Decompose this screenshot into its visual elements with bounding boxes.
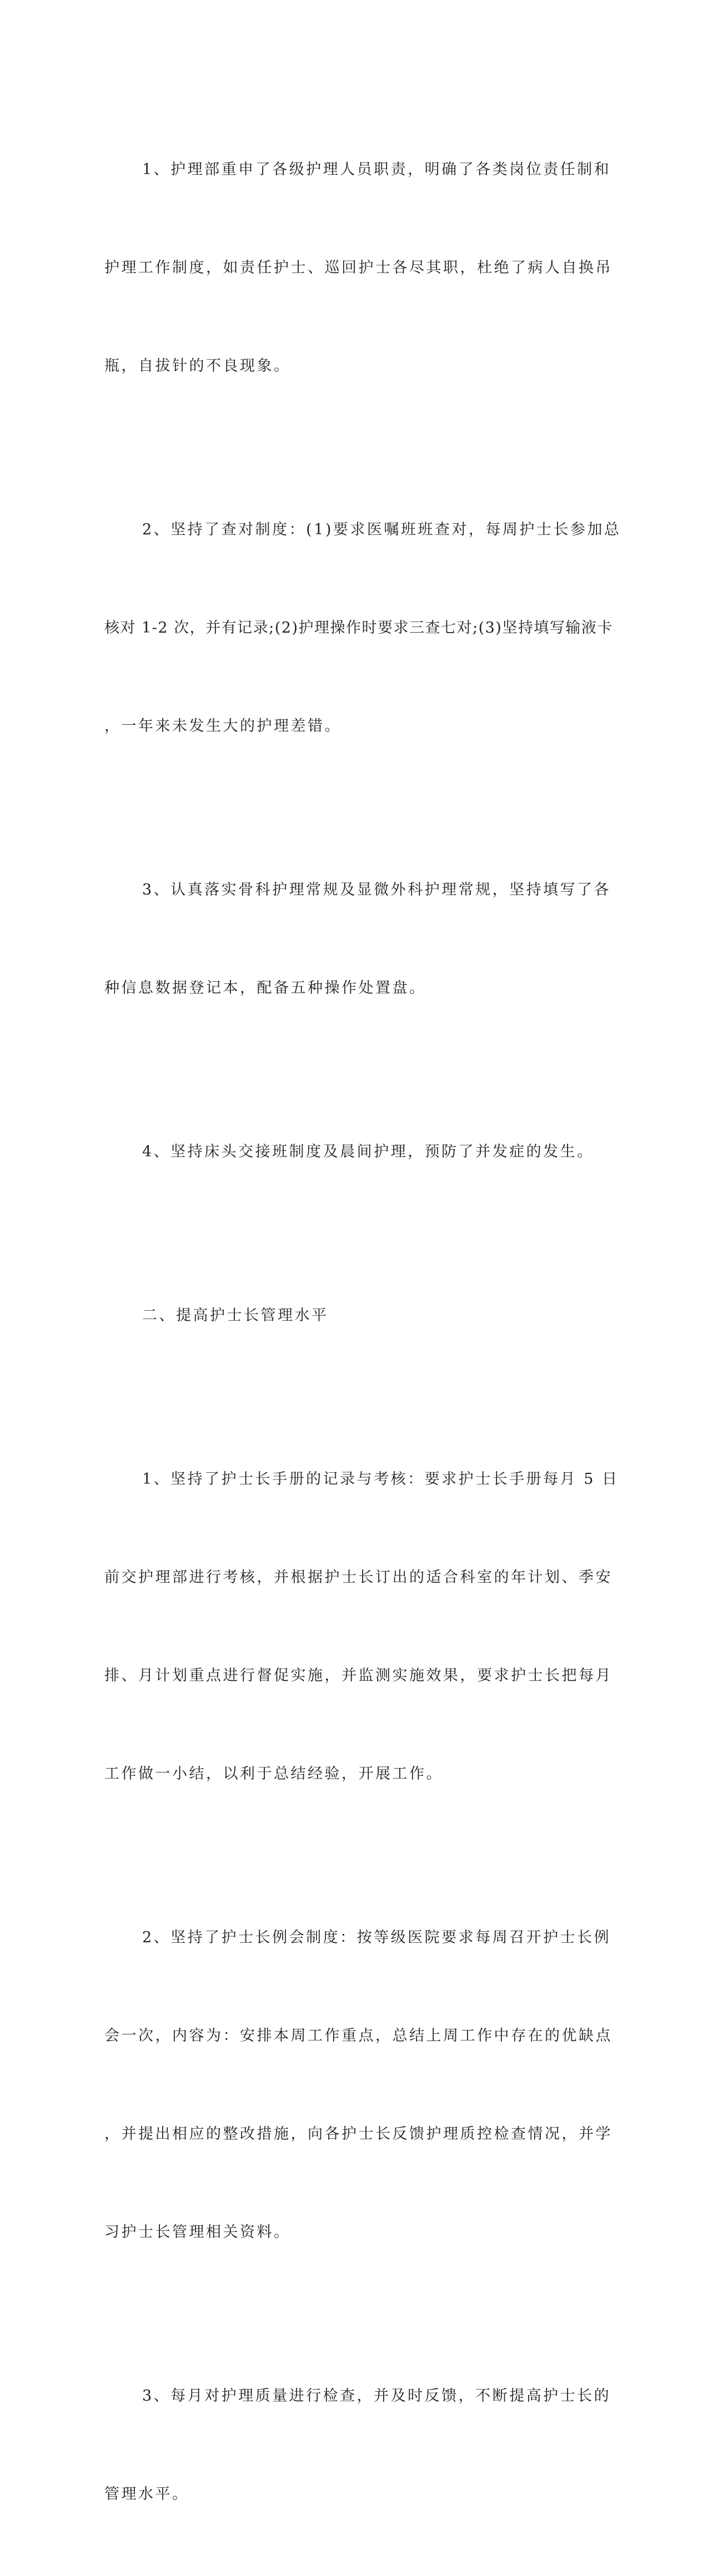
paragraph-7	[104, 2314, 611, 2576]
text-line: 核对 1-2 次，并有记录;(2)护理操作时要求三查七对;(3)坚持填写输液卡	[104, 619, 613, 637]
document-body	[104, 88, 621, 2576]
text-line: 前交护理部进行考核，并根据护士长订出的适合科室的年计划、季安	[104, 1569, 612, 1586]
paragraph-5	[104, 1397, 619, 1856]
text-line: 护理工作制度，如责任护士、巡回护士各尽其职，杜绝了病人自换吊	[104, 259, 612, 276]
text-line: 4、坚持床头交接班制度及晨间护理，预防了并发症的发生。	[142, 1143, 594, 1160]
text-line: 工作做一小结，以利于总结经验，开展工作。	[104, 1765, 443, 1782]
text-line: 排、月计划重点进行督促实施，并监测实施效果，要求护士长把每月	[104, 1667, 612, 1684]
paragraph-3	[104, 808, 611, 1070]
text-line: 管理水平。	[104, 2486, 189, 2503]
text-line: 1、坚持了护士长手册的记录与考核：要求护士长手册每月 5 日	[142, 1471, 619, 1488]
paragraph-6	[104, 1856, 612, 2314]
text-line: 瓶，自拔针的不良现象。	[104, 357, 291, 375]
paragraph-4	[104, 1070, 593, 1234]
text-line: 2、坚持了查对制度：(1)要求医嘱班班查对，每周护士长参加总	[142, 521, 621, 538]
paragraph-2	[104, 448, 621, 808]
text-line: 习护士长管理相关资料。	[104, 2224, 291, 2241]
paragraph-1	[104, 88, 612, 448]
text-line: ，并提出相应的整改措施，向各护士长反馈护理质控检查情况，并学	[104, 2125, 612, 2143]
text-line: 2、坚持了护士长例会制度：按等级医院要求每周召开护士长例	[142, 1929, 611, 1946]
section-title: 二、提高护士长管理水平	[142, 1307, 329, 1324]
text-line: ，一年来未发生大的护理差错。	[104, 718, 342, 735]
section-heading	[104, 1234, 593, 1397]
text-line: 3、每月对护理质量进行检查，并及时反馈，不断提高护士长的	[142, 2387, 611, 2405]
text-line: 3、认真落实骨科护理常规及显微外科护理常规，坚持填写了各	[142, 881, 611, 898]
text-line: 1、护理部重申了各级护理人员职责，明确了各类岗位责任制和	[142, 161, 611, 178]
text-line: 种信息数据登记本，配备五种操作处置盘。	[104, 979, 426, 997]
text-line: 会一次，内容为：安排本周工作重点，总结上周工作中存在的优缺点	[104, 2027, 612, 2044]
